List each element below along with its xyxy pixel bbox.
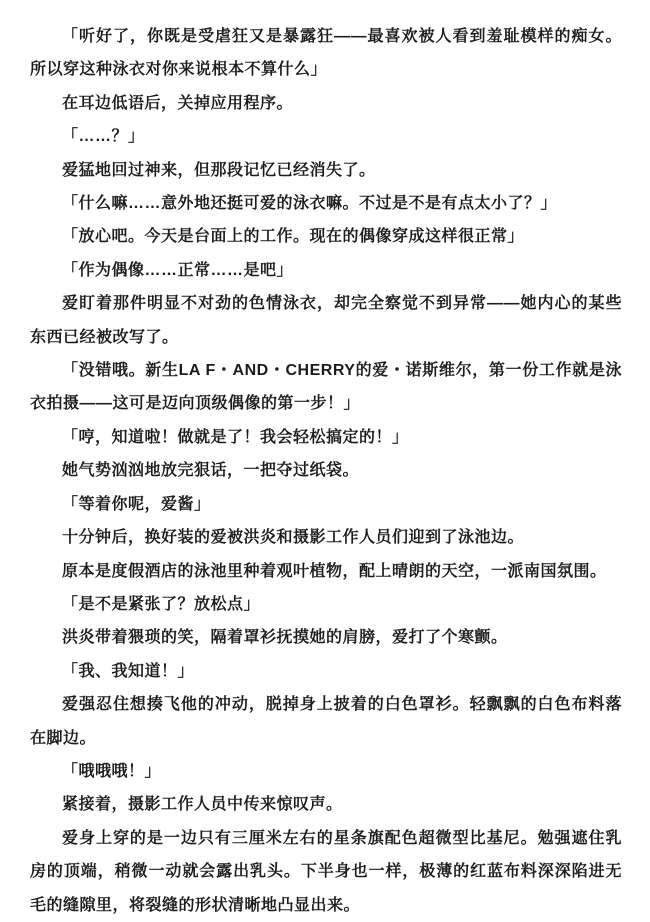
paragraph: 紧接着，摄影工作人员中传来惊叹声。 [62, 796, 343, 814]
paragraph: 「我、我知道！」 [62, 662, 195, 680]
paragraph: 爱身上穿的是一边只有三厘米左右的星条旗配色超微型比基尼。勉强遮住乳房的顶端，稍微一动就会露出乳头。下半身也一样，极薄的红蓝布料深深陷进无毛的缝隙里，将裂缝的形状清晰地凸显出来。 [30, 829, 622, 914]
paragraph: 爱猛地回过神来，但那段记忆已经消失了。 [62, 161, 376, 179]
paragraph: 「听好了，你既是受虐狂又是暴露狂——最喜欢被人看到羞耻模样的痴女。所以穿这种泳衣对你来说根本不算什么」 [30, 28, 622, 79]
paragraph: 洪炎带着猥琐的笑，隔着罩衫抚摸她的肩膀，爱打了个寒颤。 [62, 629, 508, 647]
paragraph: 「没错哦。新生LA F・AND・CHERRY的爱・诺斯维尔，第一份工作就是泳衣拍摄——这可是迈向顶级偶像的第一步！」 [30, 362, 622, 413]
paragraph: 原本是度假酒店的泳池里种着观叶植物，配上晴朗的天空，一派南国氛围。 [62, 562, 607, 580]
paragraph-list [30, 20, 622, 922]
paragraph: 「是不是紧张了？放松点」 [62, 595, 261, 613]
paragraph: 「……？」 [62, 128, 145, 146]
paragraph: 「放心吧。今天是台面上的工作。现在的偶像穿成这样很正常」 [62, 228, 525, 246]
paragraph: 「等着你呢，爱酱」 [62, 495, 211, 513]
paragraph: 「哦哦哦！」 [62, 762, 162, 780]
paragraph: 「哼，知道啦！做就是了！我会轻松搞定的！」 [62, 428, 409, 446]
paragraph: 十分钟后，换好装的爱被洪炎和摄影工作人员们迎到了泳池边。 [62, 529, 525, 547]
paragraph: 在耳边低语后，关掉应用程序。 [62, 94, 294, 112]
paragraph: 爱强忍住想揍飞他的冲动，脱掉身上披着的白色罩衫。轻飘飘的白色布料落在脚边。 [30, 696, 622, 747]
paragraph: 她气势汹汹地放完狠话，一把夺过纸袋。 [62, 462, 360, 480]
paragraph: 爱盯着那件明显不对劲的色情泳衣，却完全察觉不到异常——她内心的某些东西已经被改写了。 [30, 295, 622, 346]
paragraph: 「什么嘛……意外地还挺可爱的泳衣嘛。不过是不是有点太小了？」 [62, 195, 558, 213]
paragraph: 「作为偶像……正常……是吧」 [62, 261, 294, 279]
